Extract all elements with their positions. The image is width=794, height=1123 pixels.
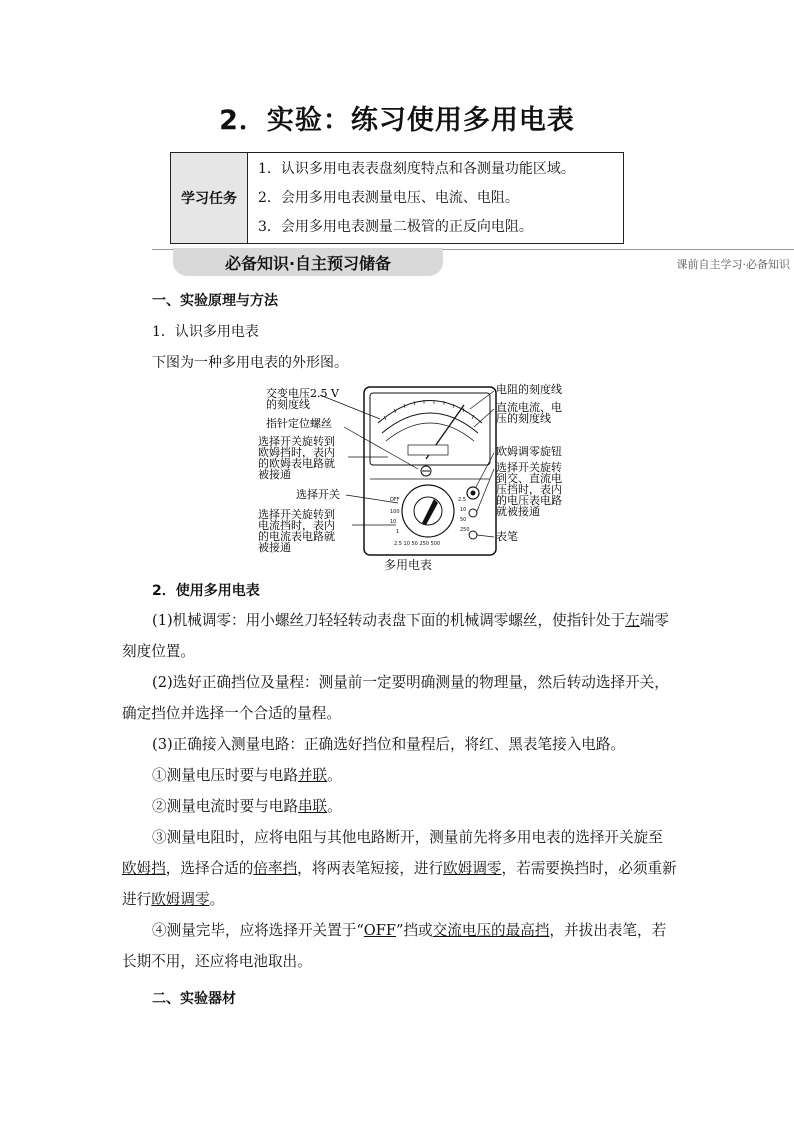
label-volt-4: 的电压表电路	[496, 494, 562, 507]
label-acv-2: 的刻度线	[266, 398, 310, 411]
svg-text:50: 50	[460, 517, 467, 523]
label-ohm-3: 的欧姆表电路就	[258, 457, 335, 470]
dial-label-plate	[408, 445, 448, 455]
paragraph-resistance: ③测量电阻时，应将电阻与其他电路断开，测量前先将多用电表的选择开关旋至欧姆挡，选择合适的倍率挡，将两表笔短接，进行欧姆调零，若需要换挡时，必须重新进行欧姆调零。	[122, 829, 677, 908]
label-dc-2: 压的刻度线	[496, 412, 551, 425]
probe-jack-icon	[469, 531, 477, 539]
section-heading: 一、实验原理与方法	[152, 293, 278, 309]
label-cur-1: 选择开关旋转到	[258, 508, 335, 521]
label-res-scale: 电阻的刻度线	[496, 383, 562, 396]
label-ohm-4: 被接通	[258, 468, 291, 481]
svg-text:OFF: OFF	[390, 497, 400, 503]
task-item: 1．认识多用电表表盘刻度特点和各测量功能区域。	[258, 161, 575, 177]
label-volt-3: 压挡时，表内	[496, 483, 562, 496]
task-label: 学习任务	[171, 153, 248, 243]
svg-text:2.5 10 50 250 500: 2.5 10 50 250 500	[394, 541, 441, 547]
paragraph-mechanical-zero: (1)机械调零：用小螺丝刀轻轻转动表盘下面的机械调零螺丝，使指针处于左端零刻度位置。	[122, 612, 669, 660]
svg-text:2.5: 2.5	[458, 497, 466, 503]
svg-text:250: 250	[460, 527, 470, 533]
subheading: 2．使用多用电表	[152, 583, 260, 599]
intro-text: 下图为一种多用电表的外形图。	[152, 355, 348, 371]
label-cur-4: 被接通	[258, 541, 291, 554]
task-list	[248, 153, 623, 243]
subheading: 1．认识多用电表	[152, 324, 259, 340]
page-title: 2．实验：练习使用多用电表	[219, 105, 575, 136]
label-volt-5: 就被接通	[496, 505, 540, 518]
multimeter-diagram	[258, 383, 580, 573]
svg-text:10: 10	[390, 519, 397, 525]
probe-jack-icon	[469, 509, 477, 517]
section-banner: 必备知识·自主预习储备	[173, 248, 443, 276]
figure-caption: 多用电表	[384, 558, 433, 572]
banner-subtitle: 课前自主学习·必备知识	[676, 258, 790, 271]
section-heading: 二、实验器材	[152, 991, 236, 1007]
paragraph-voltage: ①测量电压时要与电路并联。	[152, 767, 342, 784]
label-pointer-screw: 指针定位螺丝	[266, 417, 332, 430]
learning-task-table	[170, 152, 624, 244]
label-acv-1: 交变电压2.5 V	[266, 387, 339, 400]
svg-text:10: 10	[460, 507, 467, 513]
paragraph-connect: (3)正确接入测量电路：正确选好挡位和量程后，将红、黑表笔接入电路。	[152, 736, 626, 753]
label-probe: 表笔	[496, 530, 518, 543]
paragraph-current: ②测量电流时要与电路串联。	[152, 798, 342, 815]
label-ohm-zero: 欧姆调零旋钮	[496, 445, 562, 458]
label-dc-1: 直流电流、电	[496, 401, 562, 414]
label-cur-2: 电流挡时，表内	[258, 519, 335, 532]
svg-text:1: 1	[396, 529, 400, 535]
paragraph-finish: ④测量完毕，应将选择开关置于“OFF”挡或交流电压的最高挡，并拔出表笔，若长期不用，还应将电池取出。	[122, 922, 667, 970]
label-cur-3: 的电流表电路就	[258, 530, 335, 543]
label-ohm-2: 欧姆挡时，表内	[258, 446, 335, 459]
svg-text:100: 100	[390, 509, 400, 515]
label-ohm-1: 选择开关旋转到	[258, 435, 335, 448]
label-volt-2: 到交、直流电	[496, 472, 562, 485]
label-volt-1: 选择开关旋转	[496, 461, 562, 474]
paragraph-select-range: (2)选好正确挡位及量程：测量前一定要明确测量的物理量，然后转动选择开关，确定挡位并选择一个合适的量程。	[122, 674, 669, 722]
label-selector: 选择开关	[296, 488, 340, 501]
task-item: 3．会用多用电表测量二极管的正反向电阻。	[258, 219, 533, 235]
task-item: 2．会用多用电表测量电压、电流、电阻。	[258, 190, 519, 206]
